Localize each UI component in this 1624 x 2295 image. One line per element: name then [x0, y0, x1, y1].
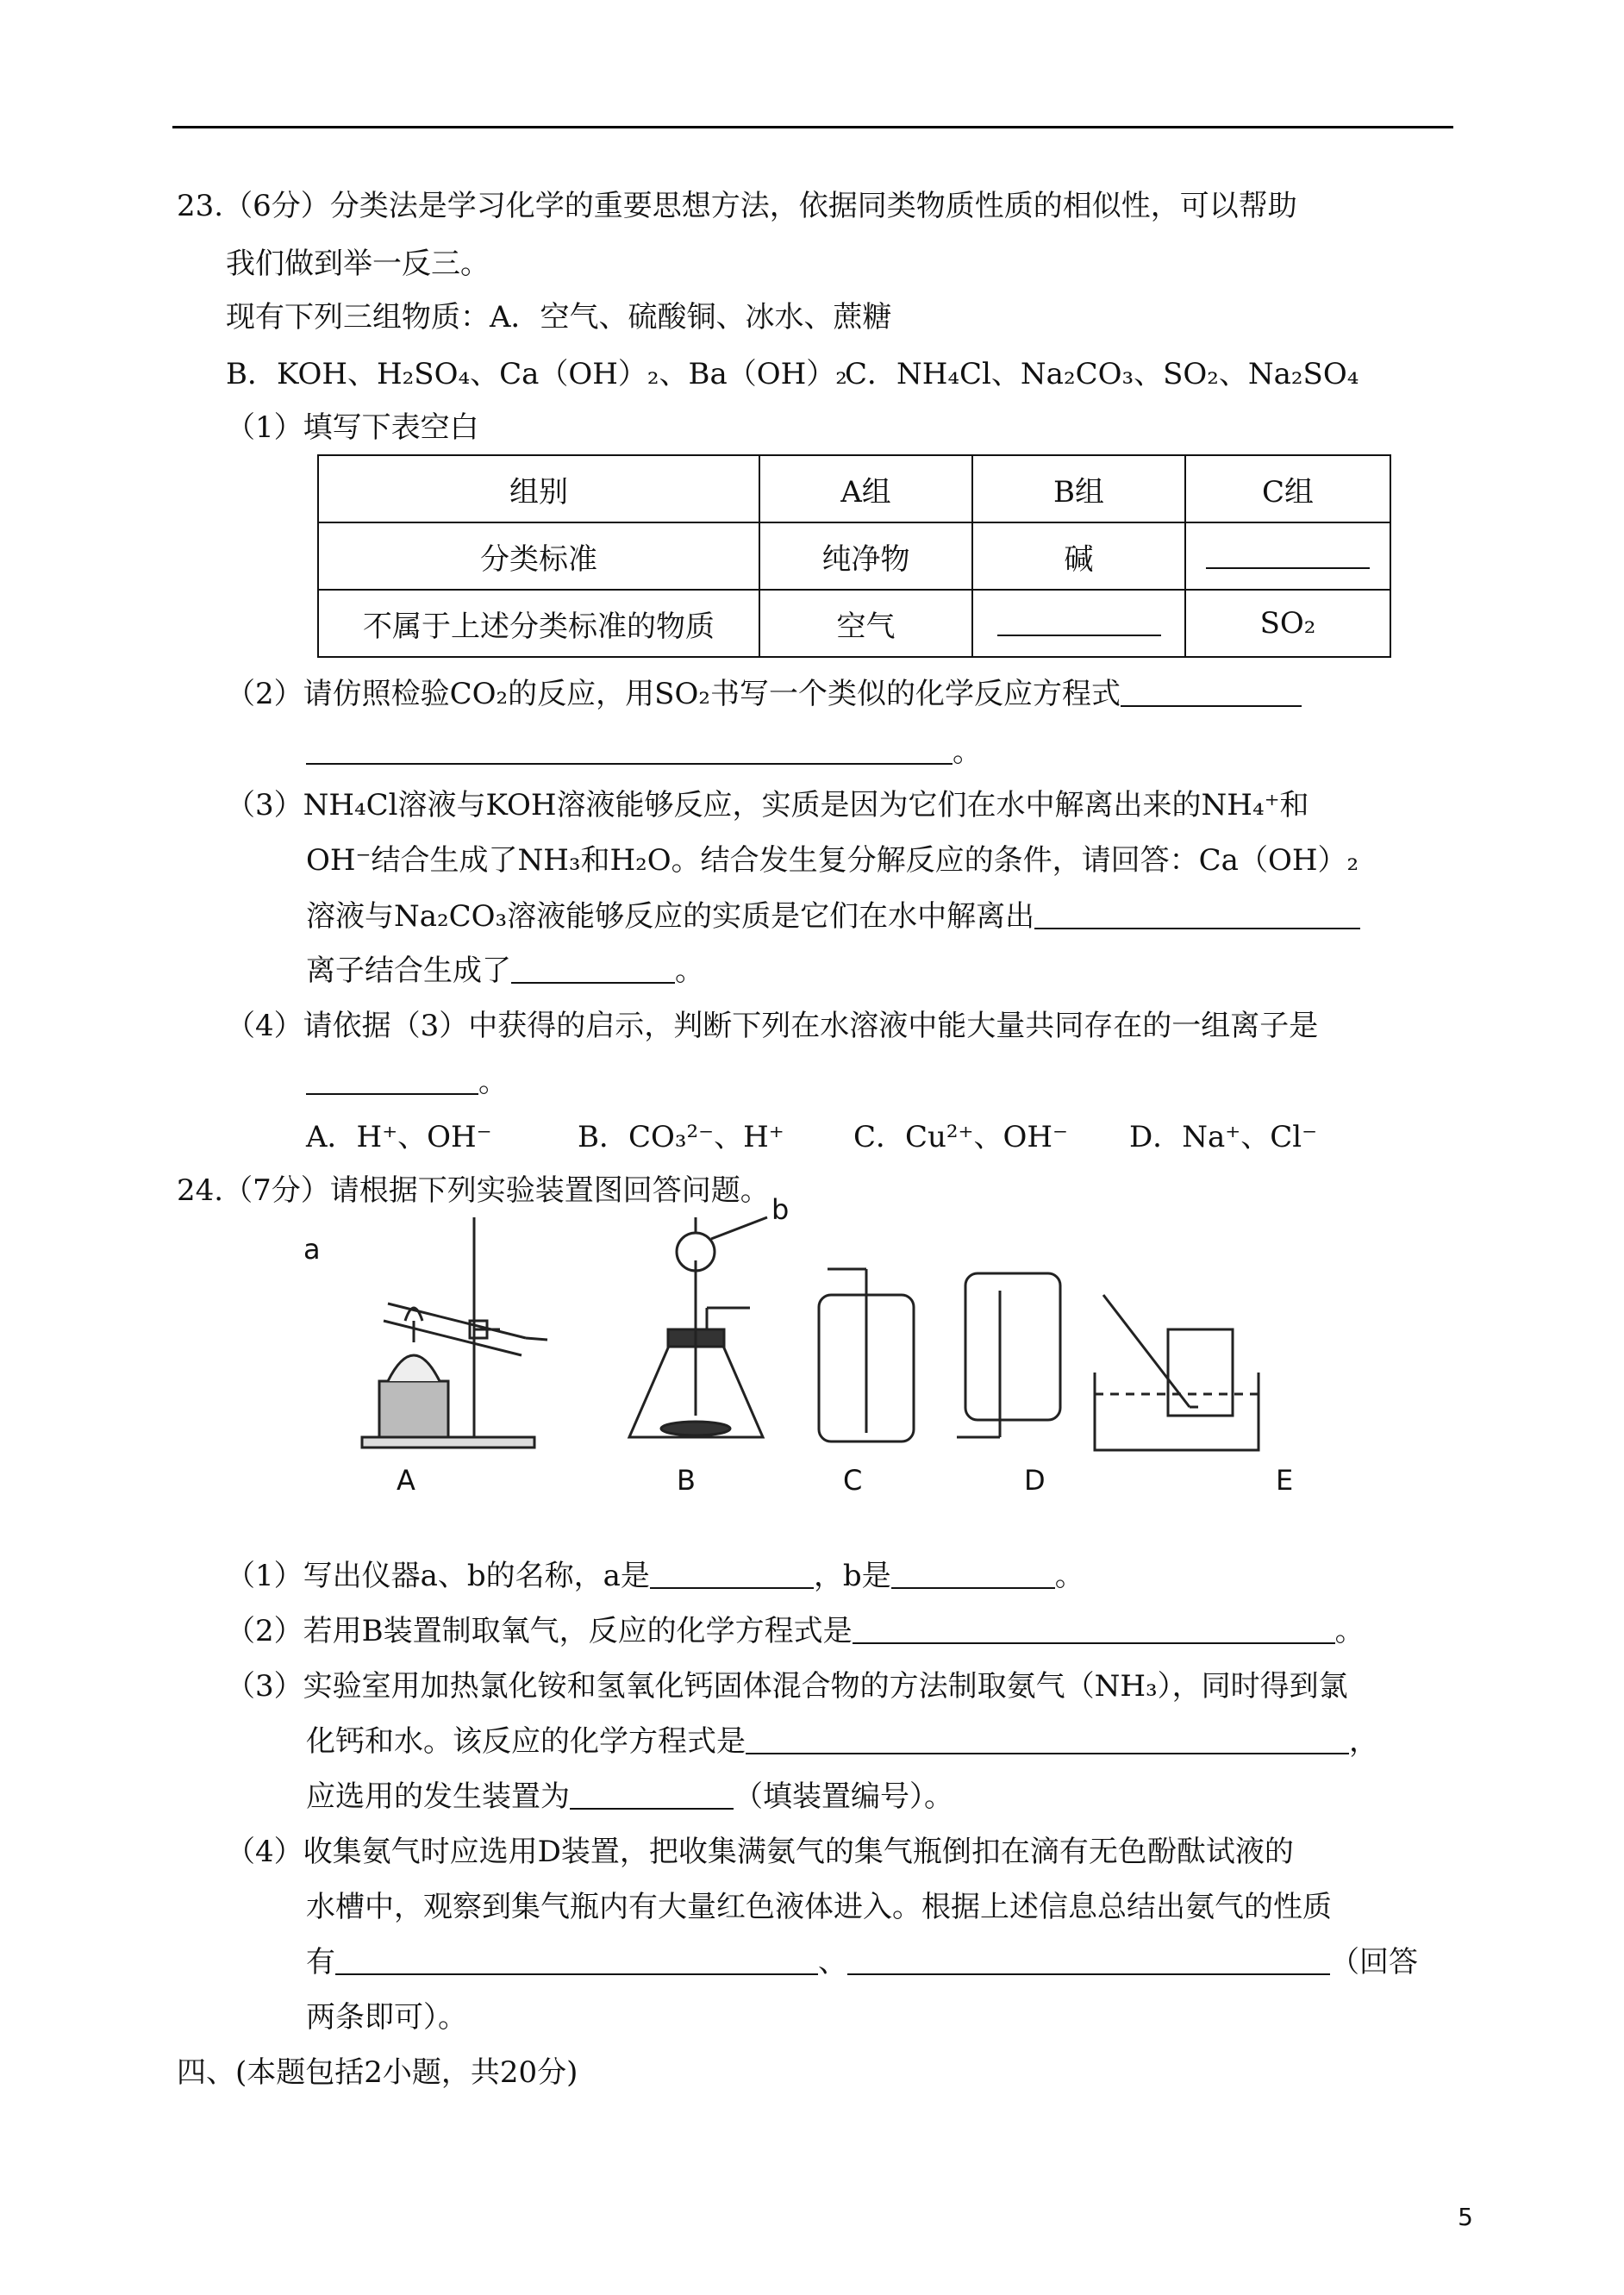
label-apparatus-c: C: [843, 1464, 863, 1497]
q23-line2: 我们做到举一反三。: [226, 247, 490, 281]
q23-option-c: C．Cu²⁺、OH⁻: [853, 1120, 1068, 1154]
label-a: a: [303, 1233, 321, 1266]
table-cell-c-exception: SO₂: [1185, 590, 1390, 657]
q24-sub3-line2: [306, 1723, 1378, 1760]
q24-sub3-line3: [306, 1778, 953, 1816]
q24-sub3-comma: ，: [1349, 1724, 1378, 1759]
q23-sub2-line2: [306, 733, 982, 771]
q24-sub1-blank-a[interactable]: [650, 1560, 814, 1589]
q24-sub1-mid: ，b是: [813, 1559, 891, 1593]
table-cell-a-standard: 纯净物: [759, 522, 972, 590]
q24-sub4-blank2[interactable]: [847, 1946, 1330, 1975]
q23-sub3-line4: [306, 952, 704, 990]
q23-line1: 23.（6分）分类法是学习化学的重要思想方法，依据同类物质性质的相似性，可以帮助: [177, 189, 1297, 223]
q24-sub4-line3: [306, 1943, 1418, 1981]
q23-sub3-blank2[interactable]: [511, 954, 675, 984]
q23-option-d: D．Na⁺、Cl⁻: [1129, 1120, 1318, 1154]
q24-sub3-text3: 应选用的发生装置为: [306, 1779, 570, 1814]
q23-sub3-text3: 溶液与Na₂CO₃溶液能够反应的实质是它们在水中解离出: [306, 899, 1035, 934]
q23-option-a: A．H⁺、OH⁻: [306, 1120, 492, 1154]
q23-sub4-blank[interactable]: [306, 1066, 478, 1095]
q23-sub4-line1: （4）请依据（3）中获得的启示，判断下列在水溶液中能大量共同存在的一组离子是: [226, 1009, 1319, 1043]
q24-sub3-end: （填装置编号）。: [734, 1779, 953, 1814]
q23-sub1: （1）填写下表空白: [226, 410, 479, 445]
q23-group-b: B．KOH、H₂SO₄、Ca（OH）₂、Ba（OH）₂: [226, 357, 847, 391]
table-header-group: 组别: [318, 455, 759, 522]
table-header-b: B组: [972, 455, 1185, 522]
q24-sub4-line4: 两条即可）。: [306, 2000, 467, 2035]
label-apparatus-d: D: [1024, 1464, 1046, 1497]
q24-sub3-blank2[interactable]: [570, 1780, 734, 1810]
q23-sub2-end: 。: [953, 735, 982, 769]
header-rule: [172, 126, 1453, 128]
q23-sub3-line2: OH⁻结合生成了NH₃和H₂O。结合发生复分解反应的条件，请回答：Ca（OH）₂: [306, 843, 1359, 878]
q24-sub4-note: （回答: [1330, 1945, 1418, 1979]
q24-sub3-line1: （3）实验室用加热氯化铵和氢氧化钙固体混合物的方法制取氨气（NH₃），同时得到氯: [226, 1669, 1348, 1704]
q23-sub3-blank1[interactable]: [1034, 900, 1360, 929]
apparatus-figure: [293, 1193, 1371, 1497]
q24-sub4-sep: 、: [818, 1945, 847, 1979]
q24-sub1-text: （1）写出仪器a、b的名称，a是: [226, 1559, 650, 1593]
label-apparatus-e: E: [1276, 1464, 1294, 1497]
table-row-exception-label: 不属于上述分类标准的物质: [318, 590, 759, 657]
q24-sub4-text3: 有: [306, 1945, 335, 1979]
q23-group-c: C．NH₄Cl、Na₂CO₃、SO₂、Na₂SO₄: [845, 357, 1359, 391]
q23-sub4-line2: [306, 1063, 508, 1101]
q24-sub3-blank1[interactable]: [746, 1725, 1349, 1754]
q24-line1: 24.（7分）请根据下列实验装置图回答问题。: [177, 1173, 770, 1208]
q24-sub1-end: 。: [1054, 1559, 1084, 1593]
q24-sub1: [226, 1557, 1084, 1595]
q24-sub3-text2: 化钙和水。该反应的化学方程式是: [306, 1724, 746, 1759]
table-header-a: A组: [759, 455, 972, 522]
table-cell-b-standard: 碱: [972, 522, 1185, 590]
table-header-c: C组: [1185, 455, 1390, 522]
q23-groups-intro: 现有下列三组物质：A．空气、硫酸铜、冰水、蔗糖: [226, 300, 892, 335]
q23-sub2-blank1[interactable]: [1121, 678, 1302, 707]
table-cell-c-standard-blank[interactable]: [1185, 522, 1390, 590]
table-row-standard-label: 分类标准: [318, 522, 759, 590]
q23-option-b: B．CO₃²⁻、H⁺: [578, 1120, 784, 1154]
q23-sub3-line3: [306, 897, 1360, 935]
q24-sub2-text: （2）若用B装置制取氧气，反应的化学方程式是: [226, 1614, 853, 1648]
table-cell-b-exception-blank[interactable]: [972, 590, 1185, 657]
q23-sub3-line1: （3）NH₄Cl溶液与KOH溶液能够反应，实质是因为它们在水中解离出来的NH₄⁺和: [226, 788, 1309, 822]
q24-sub4-line1: （4）收集氨气时应选用D装置，把收集满氨气的集气瓶倒扣在滴有无色酚酞试液的: [226, 1835, 1294, 1869]
table-cell-a-exception: 空气: [759, 590, 972, 657]
q23-sub3-end: 。: [675, 954, 704, 988]
classification-table: [317, 454, 1391, 658]
section-4-heading: 四、(本题包括2小题，共20分): [177, 2055, 578, 2090]
q23-sub4-end: 。: [478, 1065, 508, 1099]
q24-sub4-blank1[interactable]: [335, 1946, 818, 1975]
q24-sub1-blank-b[interactable]: [891, 1560, 1055, 1589]
label-b: b: [771, 1193, 790, 1226]
q23-sub2-text: （2）请仿照检验CO₂的反应，用SO₂书写一个类似的化学反应方程式: [226, 677, 1121, 711]
q24-sub4-line2: 水槽中，观察到集气瓶内有大量红色液体进入。根据上述信息总结出氨气的性质: [306, 1890, 1332, 1924]
page-number: 5: [1458, 2203, 1473, 2231]
q24-sub2: [226, 1612, 1365, 1650]
q23-sub2-line1: [226, 675, 1302, 713]
q24-sub2-end: 。: [1334, 1614, 1365, 1648]
q23-sub2-blank2[interactable]: [306, 735, 953, 765]
q23-sub3-text4: 离子结合生成了: [306, 954, 511, 988]
label-apparatus-b: B: [677, 1464, 696, 1497]
label-apparatus-a: A: [397, 1464, 415, 1497]
q24-sub2-blank[interactable]: [853, 1615, 1335, 1644]
apparatus-drawing: [293, 1200, 1371, 1485]
